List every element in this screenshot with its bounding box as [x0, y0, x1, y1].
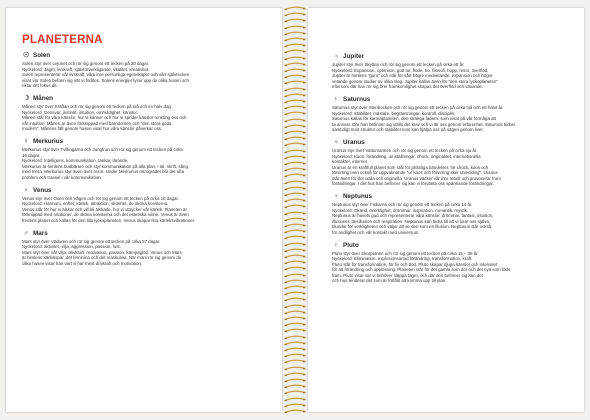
body-text-line: Jupiter är himlens "guru" och står för vårt högre medvetande, expansion och högre [332, 73, 493, 78]
body-text-line: problem och trassel i vår kommunikation. [22, 174, 102, 180]
neptune-icon: ♆ [333, 193, 339, 200]
body-text-line: Månen står för våra känslor, hur vi känner och hur vi sprider känslor omkring oss och [22, 115, 187, 120]
spiral-ring [284, 62, 306, 67]
spiral-ring [284, 204, 306, 209]
spiral-ring [284, 25, 306, 30]
saturn-icon: ♄ [333, 96, 339, 103]
spiral-ring [284, 149, 306, 154]
body-text-line: Nyckelord: Stabilitet, mästare, begränsningar, kontroll, disciplin. [332, 110, 456, 116]
spiral-ring [284, 130, 306, 135]
planet-heading [332, 96, 570, 104]
spiral-ring [284, 242, 306, 247]
body-text-line: Neptunus är havets gud och representerar våra känslor, drömmar, fantasi, intuition, [332, 213, 494, 218]
spiral-ring [284, 105, 306, 110]
spiral-ring [284, 397, 306, 402]
planet-section-solen [22, 52, 264, 89]
spiral-ring [284, 322, 306, 327]
spiral-ring [284, 68, 306, 73]
planet-heading [332, 242, 570, 250]
body-text-line: Mars styr över vår vilja, drivkraft, motivation, passion, kämpaglöd. Venus och Mars [22, 249, 182, 255]
spiral-ring [284, 266, 306, 271]
planet-section-neptunus [332, 193, 570, 235]
spiral-ring [284, 291, 306, 296]
uranus-icon: ♅ [333, 139, 339, 146]
moon-icon: ☽ [22, 95, 30, 102]
spiral-ring [284, 43, 306, 48]
spiral-ring [284, 384, 306, 389]
body-text-line: är himlens kärlekspar, det feminina och det maskulina. När mars rör sig genom de [22, 255, 182, 260]
body-text-line: ta ansvar. Där han befinner sig ställs det krav och vi lär oss genom erfarenhet. Saturnus bidrar [332, 121, 516, 127]
body-text-line: Nyckelord: Expansion, optimism, god tur, flöde, tro, filosofi, hopp, resor, överflöd. [332, 67, 489, 73]
spiral-ring [284, 217, 306, 222]
spiral-ring [284, 359, 306, 364]
left-page [6, 8, 282, 412]
planet-name: Merkurius [33, 138, 64, 145]
body-text-line: 16 dagar. [22, 152, 41, 158]
spiral-ring [284, 136, 306, 141]
sun-icon: ☉ [22, 52, 30, 59]
spiral-ring [284, 229, 306, 234]
spiral-ring [284, 173, 306, 178]
spiral-ring [284, 18, 306, 23]
spiral-ring [284, 56, 306, 61]
body-text-line: samtidigt med struktur och stabilitet som kan hjälpa oss på vägen genom livet. [332, 127, 484, 132]
spiral-ring [284, 353, 306, 358]
planet-heading [332, 139, 570, 147]
planet-name: Saturnus [343, 96, 371, 103]
planet-section-mars [22, 230, 264, 267]
spiral-ring [284, 335, 306, 340]
spiral-ring [284, 155, 306, 160]
planet-heading [332, 193, 570, 201]
planet-name: Jupiter [343, 53, 364, 60]
planet-name: Venus [33, 186, 52, 194]
spiral-ring [284, 12, 306, 17]
spiral-ring [284, 347, 306, 352]
planet-section-venus [22, 187, 264, 224]
spiral-ring [284, 31, 306, 36]
planet-name: Månen [33, 95, 53, 102]
body-text-line: Pluto står för transformation, för liv och död. Pluto skapar djupa känslor och intensitet [332, 261, 498, 267]
spiral-ring [284, 118, 306, 123]
body-text-line: Nyckelord: Intelligens, kommunikation, tankar, lärande. [22, 158, 129, 163]
planet-heading [22, 95, 264, 103]
spiral-ring [284, 80, 306, 85]
body-text-line: kontakter, internet. [332, 159, 369, 164]
body-text-line: Merkurius styr över Tvillingarna och Jungfrun och rör sig genom ett tecken på cirka [22, 147, 183, 152]
spiral-ring [284, 93, 306, 98]
body-text-line: Solen styr över Lejonet och rör sig genom ett tecken på 30 dagar. [22, 61, 150, 66]
spiral-ring [284, 378, 306, 383]
spiral-ring [284, 235, 306, 240]
spiral-ring [284, 341, 306, 346]
body-text-line: förändringar. I det hus han befinner sig kan vi förvänta oss spännande förändringar. [332, 181, 494, 186]
body-text-line: Nyckelord: Kaos, förändring, omställningar, chock, originalitet, internationella [332, 153, 481, 159]
spiral-ring [284, 37, 306, 42]
spiral-ring [284, 285, 306, 290]
spiral-ring [284, 6, 306, 11]
spiral-ring [284, 111, 306, 116]
body-text-line: Nyckelord: Okänd, overklighet, drömmar, inspiration, romantik, mystik. [332, 207, 469, 213]
body-text-line: Neptunus styr över Fiskarna och rör sig genom ett tecken på cirka 14 år. [332, 202, 473, 207]
spiral-ring [284, 254, 306, 259]
planet-heading [22, 138, 264, 146]
body-text-line: riktar ditt fokus dit. [22, 83, 58, 88]
planet-heading [332, 53, 570, 61]
spiral-ring [284, 192, 306, 197]
spiral-ring [284, 409, 306, 414]
body-text-line: förvirring men också för uppvaknande "ur kaos och förvirring sker utveckling". Uranus [332, 170, 498, 175]
spiral-ring [284, 49, 306, 54]
spiral-ring [284, 124, 306, 129]
spiral-ring [284, 297, 306, 302]
planet-name: Pluto [343, 241, 359, 249]
body-text-line: Nyckelord: Harmoni, enhet, kärlek, attraktion, skönhet, de sköna konsterna. [22, 201, 169, 206]
spiral-ring [284, 403, 306, 408]
spiral-ring [284, 99, 306, 104]
body-text-line: Nyckelord: Elimination, explosionsartad förändring, transformation, kraft. [332, 256, 473, 261]
body-text-line: Saturnus styr över Stenbocken och rör sig genom ett tecken på cirka två och ett halvt år. [332, 105, 504, 110]
body-text-line: Jupiter styr över Skytten och rör sig genom ett tecken på cirka ett år. [332, 62, 465, 67]
spiral-ring [284, 186, 306, 191]
body-text-line: Mars styr över Väduren och rör sig genom ett tecken på cirka 57 dagar. [22, 238, 161, 244]
planet-heading [22, 187, 264, 195]
body-text-line: vår intuition. Månen är även förknippad med barndomen och "den stora goda [22, 120, 172, 126]
spiral-ring [284, 87, 306, 92]
planet-heading [22, 230, 264, 238]
body-text-line: Saturnus kallas för karmaplaneten, den stränga fadern, som visar på vår förmåga att [332, 116, 497, 121]
body-text-line: Venus styr över Oxen och Vågen och rör sig genom ett tecken på cirka 18 dagar. [22, 195, 179, 201]
spiral-ring [284, 180, 306, 185]
page-title: PLANETERNA [22, 34, 103, 46]
body-text-line: för andlighet och vår kontakt med universum. [332, 229, 420, 235]
planet-section-jupiter [332, 53, 570, 90]
body-text-line: står även för det udda och originella. Uranus väcker vår inre rebell och provocerar fram [332, 175, 501, 181]
spiral-ring [284, 223, 306, 228]
body-text-line: Månen styr över Kräftan och rör sig genom ett tecken på två och en halv dag. [22, 104, 173, 109]
pluto-icon: ♇ [333, 241, 339, 249]
planet-section-uranus [332, 139, 570, 187]
body-text-line: Pluto styr över Skorpionen och rör sig genom ett tecken på cirka 15 – 35 år. [332, 250, 479, 256]
planet-heading [22, 52, 264, 60]
planet-section-pluto [332, 242, 570, 284]
spiral-ring [284, 260, 306, 265]
spiral-binding [284, 4, 306, 416]
body-text-line: med mera. Merkurius styr även över resor. Under Merkurius retrograder blir det ofta [22, 169, 185, 174]
planet-section-merkurius [22, 138, 264, 180]
body-text-line: Venus står för hur vi älskar och vill bli älskade, hur vi uttrycker vår kärlek. Planeten är [22, 206, 187, 212]
body-text-line: för att förändring och upplösning. Planeten står för det gamla som dör och det nya som föds [332, 267, 511, 272]
planet-name: Neptunus [343, 193, 373, 200]
mars-icon: ♂ [23, 229, 29, 237]
spiral-ring [284, 328, 306, 333]
planet-section-manen [22, 95, 264, 132]
planet-name: Solen [33, 52, 51, 59]
body-text-line: blundar för verkligheten och väljer att se den som en illusion. Neptunus står också [332, 224, 492, 229]
body-text-line: fram. Pluto visar var vi behöver släppa taget, och där den befinner sig kan det [332, 272, 483, 278]
body-text-line: modern". Månens fält genom husen visar hur våra känslor påverkar oss. [22, 126, 163, 131]
spiral-ring [284, 142, 306, 147]
body-text-line: olika husen visar han vart vi har mest drivkraft och motivation. [22, 260, 143, 266]
spiral-ring [284, 167, 306, 172]
body-text-line: förknippad med relationer, de sköna konsterna och det estetiska sinne. Venus är även [22, 212, 189, 217]
body-text-line: vetande genom studier av olika slag. Jupiter kallas även för "den stora lyckoplaneten" [332, 78, 498, 84]
spiral-ring [284, 273, 306, 278]
spiral-ring [284, 161, 306, 166]
body-text-line: illusioner, desillusion och respiration. Neptunus kan bidra till att vi lurar oss själva, [332, 218, 491, 224]
body-text-line: Nyckelord: Jaget, livskraft, självförverkligande, vitalitet, kreativitet. [22, 66, 150, 72]
body-text-line: fredens planet och kallas för den lilla lyckoplaneten. Venus skapar fina kärleksvibrationer. [22, 217, 196, 223]
mercury-icon: ☿ [23, 138, 29, 145]
body-text-line: eftersom där han rör sig brer framkomlighet skapas det överflöd och växande. [332, 84, 484, 89]
spiral-ring [284, 304, 306, 309]
spiral-ring [284, 310, 306, 315]
body-text-line: Merkurius är himlens budbärare och styr kommunikation på alla plan, i tal, skrift, sång [22, 163, 188, 169]
right-page [308, 8, 584, 412]
planet-section-saturnus [332, 96, 570, 133]
spiral-ring [284, 211, 306, 216]
spiral-ring [284, 279, 306, 284]
body-text-line: Solen representerar vår livskraft, våra inre personliga egenskaper och vårt självtecken [22, 72, 190, 77]
spiral-ring [284, 198, 306, 203]
body-text-line: Uranus är en kraftfull planet som står för plötsliga händelser, för chock, kaos och [332, 164, 489, 170]
body-text-line: och hus tenderar det som är förlåtit att komma upp till ytan. [332, 278, 447, 283]
body-text-line: Nyckelord: Gensvar, instinkt, intuition, omhuldighet, känslor. [22, 109, 138, 115]
spiral-ring [284, 372, 306, 377]
venus-icon: ♀ [23, 186, 29, 194]
spiral-ring [284, 366, 306, 371]
spiral-ring [284, 74, 306, 79]
jupiter-icon: ♃ [333, 53, 339, 60]
body-text-line: Nyckelord: aktivitet, vilja, aggression, passion, lust. [22, 244, 121, 249]
spiral-ring [284, 248, 306, 253]
body-text-line: visar var Solen befann sig när vi föddes. Solens energier lyser upp de olika husen och [22, 77, 189, 83]
planet-name: Uranus [343, 139, 365, 146]
spiral-ring [284, 390, 306, 395]
spiral-ring [284, 316, 306, 321]
planet-name: Mars [33, 229, 48, 237]
body-text-line: Uranus styr över Vattumannen och rör sig genom ett tecken på cirka sju år. [332, 148, 478, 153]
